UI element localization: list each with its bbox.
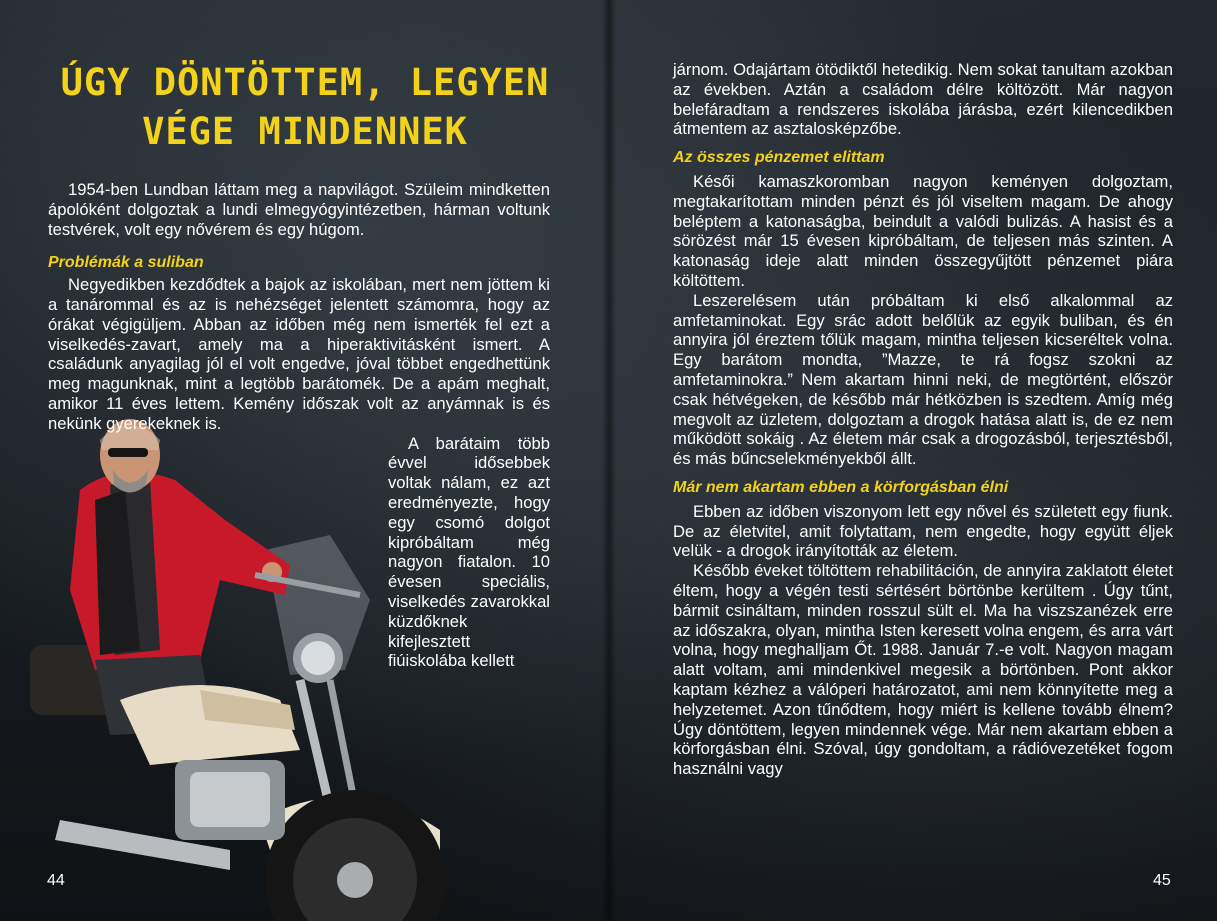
page-number-left: 44: [47, 872, 65, 889]
title-line-1: ÚGY DÖNTÖTTEM, LEGYEN: [60, 61, 550, 104]
right-paragraph-1: Késői kamaszkoromban nagyon keményen dolgoztam, megtakarítottam minden pénzt és jól viseltem magam. De ahogy beléptem a katonaságba, beindult a valódi bulizás. A hasist és a sörözést már 15 évesen kipróbáltam, de teljesen más szinten. A katonaság ideje alatt minden összegyűjtött pénzemet piára költöttem.: [673, 171, 1173, 290]
left-paragraph-1: Negyedikben kezdődtek a bajok az iskolában, mert nem jöttem ki a tanárommal és az is nehézséget jelentett számomra, hogy az órákat végigüljem. Abban az időben még nem ismerték fel ezt a viselkedés-zavart, amely ma a hiperaktivitásként ismert. A családunk anyagilag jól el volt engedve, jóval többet engedhettünk meg magunknak, mint a legtöbb barátomék. De a apám meghalt, amikor 11 éves lettem. Kemény időszak volt az anyámnak is és nekünk gyerekeknek is.: [48, 275, 550, 433]
intro-paragraph: 1954-ben Lundban láttam meg a napvilágot. Szüleim mindketten ápolóként dolgoztak a lundi elmegyógyintézetben, hárman voltunk testvérek, volt egy nővérem és egy húgom.: [48, 180, 550, 239]
article-title: [40, 58, 570, 156]
page-number-right: 45: [1153, 872, 1171, 889]
right-paragraph-2: Leszerelésem után próbáltam ki első alkalommal az amfetaminokat. Egy srác adott belőlük az egyik buliban, és én annyira jól éreztem tőlük magam, mintha teljesen kicseréltek volna. Egy barátom mondta, ”Mazze, te rá fogsz szokni az amfetaminokra.” Nem akartam hinni neki, de megtörtént, először csak hétvégeken, de később már hétközben is szedtem. Amíg még megvolt az üzletem, dolgoztam a drogok hatása alatt is, de ez nem működött sokáig . Az életem már csak a drogozásból, terjesztésből, és más bűncselekményekből állt.: [673, 290, 1173, 469]
subhead-cycle: Már nem akartam ebben a körforgásban élni: [673, 478, 1009, 496]
continuation-paragraph: járnom. Odajártam ötödiktől hetedikig. Nem sokat tanultam azokban az években. Aztán a családom délre költözött. Már nagyon belefáradtam a rendszeres iskolába járásba, ezért kilencedikben átmentem az asztalosképzőbe.: [673, 60, 1173, 139]
title-line-2: VÉGE MINDENNEK: [142, 110, 468, 153]
left-paragraph-2: A barátaim több évvel idősebbek voltak nálam, ez azt eredményezte, hogy egy csomó dolgot kipróbáltam még nagyon fiatalon. 10 évesen speciális, viselkedés zavarokkal küzdőknek kifejlesztett fiúiskolába kellett: [388, 433, 550, 671]
left-wrap-container: [48, 275, 550, 671]
left-page-column: [48, 180, 550, 671]
page-gutter: [602, 0, 616, 921]
right-paragraph-4: Később éveket töltöttem rehabilitáción, de annyira zaklatott életet éltem, hogy a végén testi sértésért börtönbe kerültem . Úgy tűnt, bármit csináltam, minden rosszul sült el. Ma ha viszszanézek erre az időszakra, olyan, mintha Isten keresett volna engem, és arra várt volna, hogy meghalljam Őt. 1988. Január 7.-e volt. Nagyon magam alatt voltam, ami mindenkivel megesik a börtönben. Pont akkor kaptam kézhez a válóperi határozatot, ami nem könnyítette meg a helyzetemet. Azon tűnődtem, hogy miért is kellene tovább élnem? Úgy döntöttem, legyen mindennek vége. Már nem akartam ebben a körforgásban élni. Szóval, úgy gondoltam, a rádióvezetéket fogom használni vagy: [673, 561, 1173, 779]
subhead-problems-at-school: Problémák a suliban: [48, 254, 204, 272]
right-page-column: [673, 60, 1173, 779]
right-paragraph-3: Ebben az időben viszonyom lett egy nővel és született egy fiunk. De az életvitel, amit folytattam, nem engedte, hogy együtt éljek velük - a drogok irányították az életem.: [673, 501, 1173, 561]
subhead-drank-all-money: Az összes pénzemet elittam: [673, 149, 885, 167]
